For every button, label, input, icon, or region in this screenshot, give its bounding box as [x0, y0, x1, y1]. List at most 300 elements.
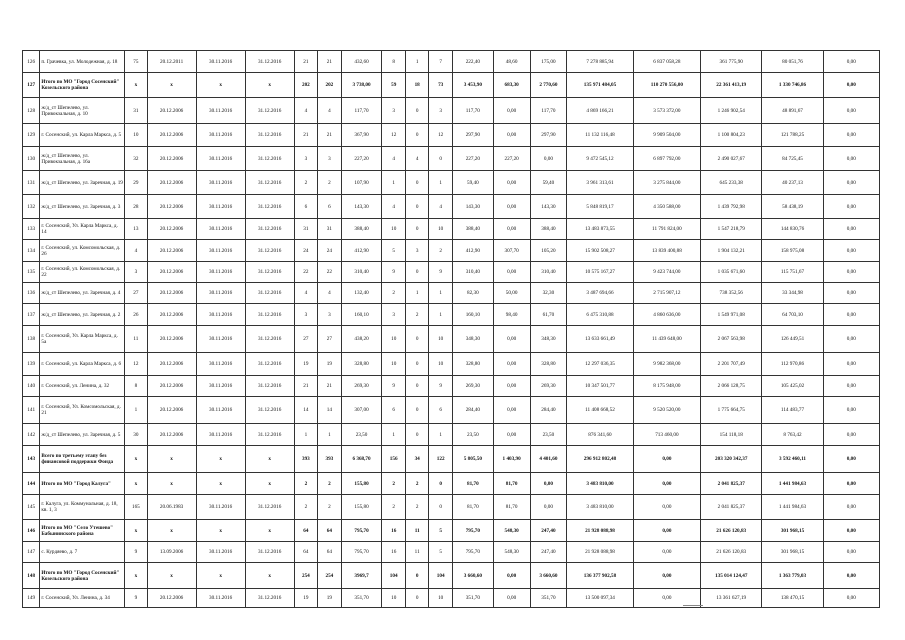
cell-residents-resettled: 24 [318, 240, 341, 262]
cell-cost-local: 1 363 779,03 [762, 563, 823, 589]
cell-flats-total: 4 [382, 147, 405, 171]
table-row [23, 51, 880, 73]
cell-residents-resettled: 393 [318, 446, 341, 473]
cell-area-private: 1 403,90 [493, 446, 530, 473]
cell-date-end: 31.12.2016 [245, 147, 294, 171]
cell-cost-region: 2 201 707,49 [701, 353, 762, 376]
cell-cost-local: 40 237,13 [762, 171, 823, 195]
cell-area-total: 310,40 [341, 262, 382, 283]
cell-address: г. Сосенский, ул. Ленина, д. 32 [40, 376, 125, 397]
cell-cost-extra: 0,00 [823, 147, 879, 171]
cell-area-municipal: 0,00 [530, 495, 567, 520]
page-mark [683, 605, 703, 606]
cell-cost-total: 3 483 810,00 [567, 495, 633, 520]
cell-cost-extra: 0,00 [823, 304, 879, 326]
cell-residents-resettled: 31 [318, 219, 341, 240]
cell-cost-local: 114 483,77 [762, 397, 823, 424]
cell-residents-resettled: 254 [318, 563, 341, 589]
cell-address: г. Сосенский, ул. Карла Маркса, д. 5 [40, 124, 125, 147]
cell-cost-local: 112 970,86 [762, 353, 823, 376]
cell-residents: 2 [294, 495, 317, 520]
cell-flats-private: 4 [405, 147, 428, 171]
cell-cost-extra: 0,00 [823, 262, 879, 283]
cell-area-resettle: 297,90 [452, 124, 493, 147]
cell-residents: 27 [294, 326, 317, 353]
cell-area-total: 117,70 [341, 98, 382, 124]
cell-code: 26 [125, 304, 147, 326]
cell-cost-local: 84 725,45 [762, 147, 823, 171]
cell-flats-private: 0 [405, 563, 428, 589]
cell-flats-municipal: 1 [429, 304, 452, 326]
cell-cost-fund: 4 860 636,00 [633, 304, 700, 326]
cell-residents: 64 [294, 542, 317, 563]
cell-area-total: 6 368,70 [341, 446, 382, 473]
cell-residents: 14 [294, 397, 317, 424]
cell-cost-extra: 0,00 [823, 73, 879, 98]
cell-flats-municipal: 1 [429, 283, 452, 304]
cell-date-start: 20.12.2006 [147, 98, 196, 124]
cell-cost-local: 33 344,98 [762, 283, 823, 304]
cell-address: ж/д_ст Шепелево, ул. Заречная, д. 5 [40, 424, 125, 446]
cell-row-number: 140 [23, 376, 40, 397]
cell-date-plan: 30.11.2016 [196, 98, 245, 124]
cell-cost-region: 21 626 120,83 [701, 542, 762, 563]
cell-date-start: 20.12.2006 [147, 353, 196, 376]
cell-area-private: 0,00 [493, 353, 530, 376]
cell-code: 165 [125, 495, 147, 520]
cell-date-end: х [245, 73, 294, 98]
cell-cost-total: 21 928 088,98 [567, 542, 633, 563]
cell-area-resettle: 81,70 [452, 495, 493, 520]
cell-residents: 393 [294, 446, 317, 473]
cell-area-resettle: 388,40 [452, 219, 493, 240]
cell-area-private: 98,40 [493, 304, 530, 326]
table-row [23, 240, 880, 262]
cell-cost-local: 64 703,10 [762, 304, 823, 326]
table-row [23, 195, 880, 219]
cell-date-end: 31.12.2016 [245, 283, 294, 304]
cell-address: п. Грачевка, ул. Молодежная, д. 18 [40, 51, 125, 73]
cell-address: ж/д_ст Шепелево, ул. Привокзальная, д. 10 [40, 98, 125, 124]
cell-residents: 202 [294, 73, 317, 98]
cell-cost-total: 136 377 902,58 [567, 563, 633, 589]
cell-cost-region: 361 775,90 [701, 51, 762, 73]
cell-address: г. Сосенский, ул. Комсомольская, д. 22 [40, 262, 125, 283]
cell-code: 9 [125, 542, 147, 563]
cell-date-start: 20.12.2006 [147, 195, 196, 219]
cell-cost-fund: 713 460,00 [633, 424, 700, 446]
cell-flats-private: 2 [405, 304, 428, 326]
table-row [23, 98, 880, 124]
cell-date-plan: х [196, 73, 245, 98]
table-row-total [23, 473, 880, 495]
cell-area-private: 307,70 [493, 240, 530, 262]
table-row [23, 262, 880, 283]
cell-flats-total: 16 [382, 520, 405, 542]
cell-date-end: 31.12.2016 [245, 376, 294, 397]
table-row [23, 424, 880, 446]
cell-address: г. Сосенский, Ул. Карла Маркса, д. 14 [40, 219, 125, 240]
cell-code: 9 [125, 589, 147, 608]
cell-date-end: х [245, 520, 294, 542]
cell-flats-private: 0 [405, 195, 428, 219]
cell-cost-fund: 0,00 [633, 446, 700, 473]
cell-cost-local: 1 330 746,86 [762, 73, 823, 98]
cell-area-total: 132,40 [341, 283, 382, 304]
cell-area-municipal: 351,70 [530, 589, 567, 608]
table-row [23, 147, 880, 171]
cell-date-end: 31.12.2016 [245, 353, 294, 376]
cell-cost-extra: 0,00 [823, 520, 879, 542]
cell-flats-private: 11 [405, 542, 428, 563]
cell-date-start: х [147, 446, 196, 473]
cell-date-plan: 30.11.2016 [196, 51, 245, 73]
cell-flats-total: 10 [382, 353, 405, 376]
cell-residents-resettled: 21 [318, 51, 341, 73]
table-row [23, 326, 880, 353]
cell-flats-private: 1 [405, 283, 428, 304]
cell-area-resettle: 328,80 [452, 353, 493, 376]
cell-flats-private: 1 [405, 51, 428, 73]
cell-area-municipal: 247,40 [530, 542, 567, 563]
cell-area-private: 0,00 [493, 98, 530, 124]
cell-cost-total: 10 575 167,27 [567, 262, 633, 283]
cell-date-plan: 30.11.2016 [196, 283, 245, 304]
cell-area-resettle: 82,30 [452, 283, 493, 304]
cell-area-private: 0,00 [493, 326, 530, 353]
cell-cost-extra: 0,00 [823, 376, 879, 397]
cell-flats-total: 3 [382, 304, 405, 326]
cell-date-plan: 30.11.2016 [196, 219, 245, 240]
cell-area-private: 548,30 [493, 542, 530, 563]
cell-area-resettle: 227,20 [452, 147, 493, 171]
cell-cost-region: 1 439 792,98 [701, 195, 762, 219]
cell-cost-fund: 9 520 520,00 [633, 397, 700, 424]
cell-code: 11 [125, 326, 147, 353]
cell-date-start: 20.12.2006 [147, 283, 196, 304]
cell-area-total: 412,90 [341, 240, 382, 262]
cell-code: 10 [125, 124, 147, 147]
cell-area-resettle: 143,30 [452, 195, 493, 219]
cell-cost-extra: 0,00 [823, 219, 879, 240]
cell-date-plan: 30.11.2016 [196, 195, 245, 219]
cell-area-total: 367,90 [341, 124, 382, 147]
cell-code: 1 [125, 397, 147, 424]
cell-residents-resettled: 4 [318, 98, 341, 124]
cell-address: ж/д_ст Шепелево, ул. Заречная, д. 2 [40, 304, 125, 326]
cell-date-plan: 30.11.2016 [196, 262, 245, 283]
cell-cost-region: 203 320 342,37 [701, 446, 762, 473]
cell-flats-municipal: 12 [429, 124, 452, 147]
cell-flats-total: 16 [382, 542, 405, 563]
cell-area-municipal: 247,40 [530, 520, 567, 542]
cell-date-plan: х [196, 563, 245, 589]
cell-cost-fund: 0,00 [633, 495, 700, 520]
cell-code: х [125, 73, 147, 98]
cell-date-start: 20.12.2006 [147, 219, 196, 240]
cell-date-plan: 30.11.2016 [196, 397, 245, 424]
cell-row-number: 149 [23, 589, 40, 608]
table-row [23, 219, 880, 240]
cell-row-number: 143 [23, 446, 40, 473]
cell-date-start: 20.12.2006 [147, 240, 196, 262]
cell-address: г. Сосенский, ул. Комсомольская, д. 26 [40, 240, 125, 262]
cell-code: 8 [125, 376, 147, 397]
cell-cost-total: 13 500 097,34 [567, 589, 633, 608]
cell-flats-total: 1 [382, 171, 405, 195]
cell-cost-extra: 0,00 [823, 495, 879, 520]
cell-cost-region: 738 352,56 [701, 283, 762, 304]
cell-address: ж/д_ст Шепелево, ул. Заречная, д. 4 [40, 283, 125, 304]
cell-cost-fund: 11 439 648,00 [633, 326, 700, 353]
cell-date-start: 20.12.2006 [147, 304, 196, 326]
cell-cost-local: 1 441 984,63 [762, 495, 823, 520]
cell-residents: 64 [294, 520, 317, 542]
cell-row-number: 127 [23, 73, 40, 98]
cell-cost-region: 2 067 563,98 [701, 326, 762, 353]
cell-cost-local: 121 788,25 [762, 124, 823, 147]
cell-cost-fund: 0,00 [633, 542, 700, 563]
table-body [23, 51, 880, 608]
cell-cost-total: 13 483 873,55 [567, 219, 633, 240]
cell-cost-total: 135 971 484,05 [567, 73, 633, 98]
cell-date-start: 20.12.2006 [147, 124, 196, 147]
cell-code: 75 [125, 51, 147, 73]
cell-date-end: 31.12.2016 [245, 262, 294, 283]
cell-code: 12 [125, 353, 147, 376]
cell-flats-private: 0 [405, 376, 428, 397]
cell-area-municipal: 32,30 [530, 283, 567, 304]
cell-flats-total: 12 [382, 124, 405, 147]
cell-residents-resettled: 21 [318, 124, 341, 147]
cell-flats-total: 5 [382, 240, 405, 262]
cell-date-plan: 30.11.2016 [196, 240, 245, 262]
cell-address: с. Курдяево, д. 7 [40, 542, 125, 563]
cell-flats-municipal: 73 [429, 73, 452, 98]
cell-flats-private: 0 [405, 171, 428, 195]
cell-flats-total: 156 [382, 446, 405, 473]
cell-residents-resettled: 27 [318, 326, 341, 353]
cell-area-municipal: 0,00 [530, 147, 567, 171]
cell-cost-total: 876 341,60 [567, 424, 633, 446]
housing-register-table [22, 50, 880, 608]
cell-cost-local: 115 751,67 [762, 262, 823, 283]
cell-residents-resettled: 2 [318, 473, 341, 495]
cell-flats-total: 2 [382, 473, 405, 495]
cell-flats-private: 3 [405, 240, 428, 262]
cell-cost-region: 1 035 671,60 [701, 262, 762, 283]
cell-row-number: 136 [23, 283, 40, 304]
cell-date-start: 20.12.2006 [147, 147, 196, 171]
cell-cost-fund: 8 175 948,00 [633, 376, 700, 397]
cell-residents: 2 [294, 473, 317, 495]
cell-residents-resettled: 3 [318, 147, 341, 171]
cell-address: Итого по МО "Город Сосенский" Козельского района [40, 73, 125, 98]
cell-flats-private: 0 [405, 397, 428, 424]
cell-residents: 19 [294, 589, 317, 608]
cell-cost-total: 11 132 116,48 [567, 124, 633, 147]
table-row-total [23, 520, 880, 542]
cell-date-end: 31.12.2016 [245, 240, 294, 262]
cell-date-end: х [245, 446, 294, 473]
cell-code: х [125, 473, 147, 495]
cell-cost-fund: 11 791 824,00 [633, 219, 700, 240]
cell-cost-extra: 0,00 [823, 397, 879, 424]
cell-residents-resettled: 2 [318, 171, 341, 195]
cell-row-number: 130 [23, 147, 40, 171]
cell-flats-private: 0 [405, 262, 428, 283]
cell-flats-private: 11 [405, 520, 428, 542]
cell-cost-region: 13 361 627,19 [701, 589, 762, 608]
cell-date-start: х [147, 473, 196, 495]
cell-date-start: 20.12.2011 [147, 51, 196, 73]
cell-cost-fund: 110 270 556,00 [633, 73, 700, 98]
cell-area-private: 548,30 [493, 520, 530, 542]
cell-flats-private: 2 [405, 495, 428, 520]
cell-cost-region: 1 775 664,75 [701, 397, 762, 424]
cell-date-plan: 30.11.2016 [196, 353, 245, 376]
cell-date-end: 31.12.2016 [245, 195, 294, 219]
cell-date-start: 20.12.2006 [147, 424, 196, 446]
cell-area-municipal: 284,40 [530, 397, 567, 424]
cell-flats-municipal: 10 [429, 326, 452, 353]
cell-area-municipal: 348,30 [530, 326, 567, 353]
cell-area-municipal: 4 401,60 [530, 446, 567, 473]
cell-area-municipal: 3 660,60 [530, 563, 567, 589]
cell-address: г. Сосенский, Ул. Карла Маркса, д. 5а [40, 326, 125, 353]
cell-residents-resettled: 19 [318, 353, 341, 376]
cell-area-municipal: 2 770,60 [530, 73, 567, 98]
cell-cost-local: 3 592 460,11 [762, 446, 823, 473]
cell-area-private: 0,00 [493, 424, 530, 446]
table-row [23, 171, 880, 195]
cell-cost-fund: 3 573 372,00 [633, 98, 700, 124]
cell-residents: 21 [294, 376, 317, 397]
cell-area-private: 683,30 [493, 73, 530, 98]
cell-date-start: 20.06.1983 [147, 495, 196, 520]
cell-date-start: 20.12.2006 [147, 262, 196, 283]
cell-row-number: 147 [23, 542, 40, 563]
cell-area-private: 50,00 [493, 283, 530, 304]
cell-residents-resettled: 2 [318, 495, 341, 520]
cell-date-end: 31.12.2016 [245, 304, 294, 326]
cell-flats-municipal: 1 [429, 171, 452, 195]
cell-area-municipal: 59,40 [530, 171, 567, 195]
cell-area-private: 227,20 [493, 147, 530, 171]
cell-date-start: 20.12.2006 [147, 589, 196, 608]
cell-area-private: 81,70 [493, 495, 530, 520]
cell-date-end: 31.12.2016 [245, 542, 294, 563]
cell-flats-municipal: 10 [429, 353, 452, 376]
cell-flats-municipal: 9 [429, 376, 452, 397]
cell-residents: 1 [294, 424, 317, 446]
cell-date-start: х [147, 520, 196, 542]
cell-row-number: 138 [23, 326, 40, 353]
cell-flats-private: 0 [405, 589, 428, 608]
cell-cost-extra: 0,00 [823, 171, 879, 195]
cell-area-municipal: 297,90 [530, 124, 567, 147]
cell-residents: 4 [294, 98, 317, 124]
cell-flats-municipal: 3 [429, 98, 452, 124]
cell-flats-total: 1 [382, 424, 405, 446]
table-row [23, 542, 880, 563]
cell-cost-total: 13 633 661,49 [567, 326, 633, 353]
cell-cost-region: 22 361 413,19 [701, 73, 762, 98]
cell-area-private: 0,00 [493, 262, 530, 283]
cell-residents-resettled: 14 [318, 397, 341, 424]
table-row-total [23, 446, 880, 473]
cell-flats-total: 6 [382, 397, 405, 424]
cell-flats-private: 34 [405, 446, 428, 473]
cell-cost-local: 1 441 984,63 [762, 473, 823, 495]
cell-date-start: 13.09.2006 [147, 542, 196, 563]
cell-flats-municipal: 5 [429, 520, 452, 542]
cell-date-start: 20.12.2006 [147, 397, 196, 424]
cell-address: г. Калуга, ул. Коммунальная, д. 18, кв. 1, 3 [40, 495, 125, 520]
cell-area-total: 795,70 [341, 542, 382, 563]
cell-cost-total: 15 902 508,27 [567, 240, 633, 262]
cell-cost-fund: 3 275 844,00 [633, 171, 700, 195]
cell-date-plan: 30.11.2016 [196, 376, 245, 397]
cell-area-total: 3969,7 [341, 563, 382, 589]
cell-cost-local: 80 051,76 [762, 51, 823, 73]
cell-date-plan: 30.11.2016 [196, 171, 245, 195]
table-row [23, 495, 880, 520]
cell-date-end: х [245, 563, 294, 589]
cell-cost-region: 1 549 971,08 [701, 304, 762, 326]
cell-date-plan: 30.11.2016 [196, 495, 245, 520]
cell-area-total: 269,30 [341, 376, 382, 397]
cell-area-private: 0,00 [493, 589, 530, 608]
cell-flats-municipal: 7 [429, 51, 452, 73]
cell-residents: 31 [294, 219, 317, 240]
register-table-sheet [22, 50, 880, 608]
cell-flats-municipal: 0 [429, 473, 452, 495]
cell-cost-region: 2 066 128,75 [701, 376, 762, 397]
cell-area-total: 143,30 [341, 195, 382, 219]
cell-address: Всего по третьему этапу без финансовой поддержки Фонда [40, 446, 125, 473]
cell-residents: 3 [294, 147, 317, 171]
cell-date-end: 31.12.2016 [245, 397, 294, 424]
cell-area-total: 388,40 [341, 219, 382, 240]
cell-area-municipal: 328,80 [530, 353, 567, 376]
cell-cost-local: 105 425,02 [762, 376, 823, 397]
cell-area-total: 23,50 [341, 424, 382, 446]
cell-area-resettle: 3 453,90 [452, 73, 493, 98]
cell-code: х [125, 446, 147, 473]
cell-area-resettle: 351,70 [452, 589, 493, 608]
cell-residents-resettled: 64 [318, 520, 341, 542]
cell-area-resettle: 5 805,50 [452, 446, 493, 473]
cell-area-total: 107,90 [341, 171, 382, 195]
cell-residents: 19 [294, 353, 317, 376]
cell-cost-extra: 0,00 [823, 326, 879, 353]
cell-area-resettle: 412,90 [452, 240, 493, 262]
cell-cost-extra: 0,00 [823, 240, 879, 262]
cell-area-total: 438,20 [341, 326, 382, 353]
cell-cost-extra: 0,00 [823, 542, 879, 563]
cell-cost-extra: 0,00 [823, 424, 879, 446]
cell-cost-fund: 0,00 [633, 563, 700, 589]
cell-code: 29 [125, 171, 147, 195]
cell-area-resettle: 23,50 [452, 424, 493, 446]
cell-address: Итого по МО "Село Утешево" Бабынинского района [40, 520, 125, 542]
cell-date-start: х [147, 73, 196, 98]
cell-area-resettle: 269,30 [452, 376, 493, 397]
cell-date-end: 31.12.2016 [245, 424, 294, 446]
cell-area-municipal: 310,40 [530, 262, 567, 283]
cell-code: 4 [125, 240, 147, 262]
